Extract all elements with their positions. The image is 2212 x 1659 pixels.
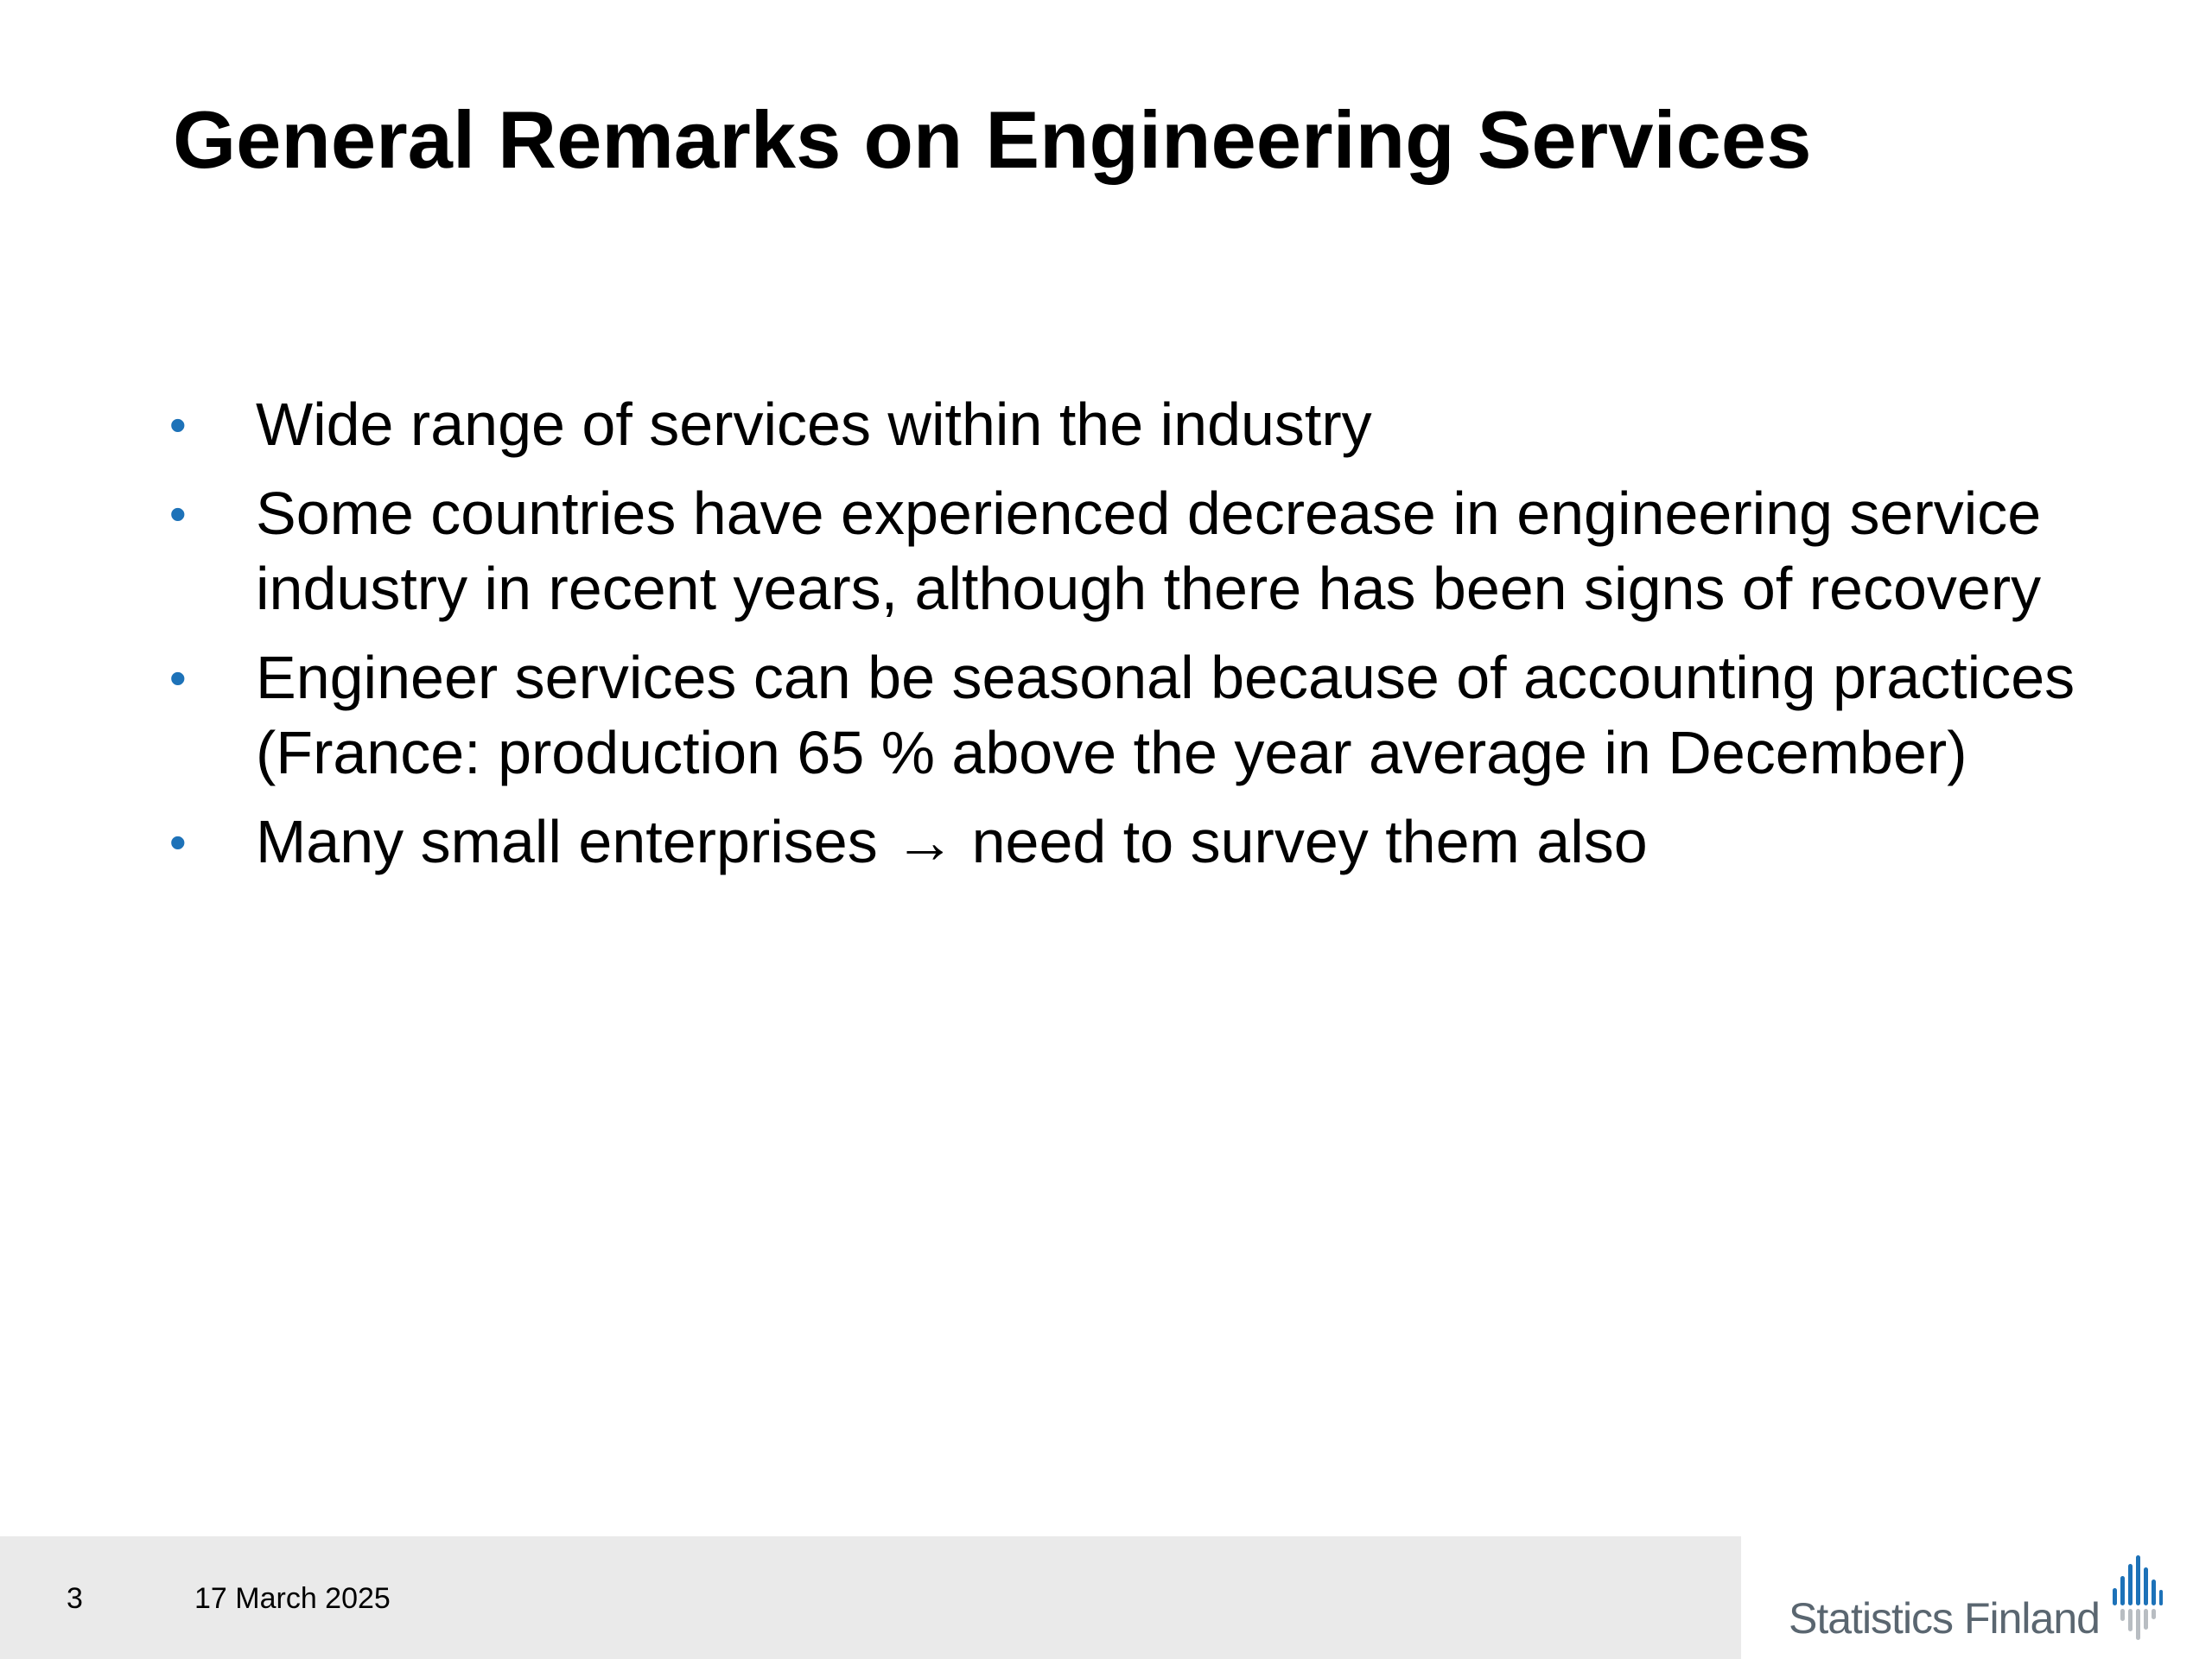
- footer-date: 17 March 2025: [194, 1582, 391, 1615]
- logo-text: Statistics Finland: [1789, 1594, 2100, 1643]
- bullet-text: Engineer services can be seasonal because of accounting practices (France: production 65 % above the year average in December): [256, 644, 2075, 786]
- bullet-text: Many small enterprises → need to survey them also: [256, 808, 1648, 875]
- bullet-item: [169, 804, 2088, 880]
- slide-title: General Remarks on Engineering Services: [173, 94, 1812, 185]
- bullet-icon: •: [169, 815, 187, 869]
- page-number: 3: [67, 1582, 83, 1615]
- bullet-text: Some countries have experienced decrease in engineering service industry in recent years, although there has been signs of recovery: [256, 480, 2042, 622]
- bullet-text: Wide range of services within the industry: [256, 391, 1372, 458]
- logo-bars-upper: [2113, 1555, 2163, 1605]
- bullet-icon: •: [169, 651, 187, 705]
- statistics-finland-logo: [1784, 1555, 2164, 1650]
- bar-mark-icon: [2111, 1555, 2163, 1642]
- bullet-item: [169, 640, 2088, 791]
- bullet-item: [169, 476, 2088, 626]
- bullet-list: [169, 387, 2088, 893]
- bullet-icon: •: [169, 397, 187, 452]
- bullet-item: [169, 387, 2088, 462]
- bullet-icon: •: [169, 486, 187, 541]
- logo-bars-lower: [2120, 1609, 2156, 1640]
